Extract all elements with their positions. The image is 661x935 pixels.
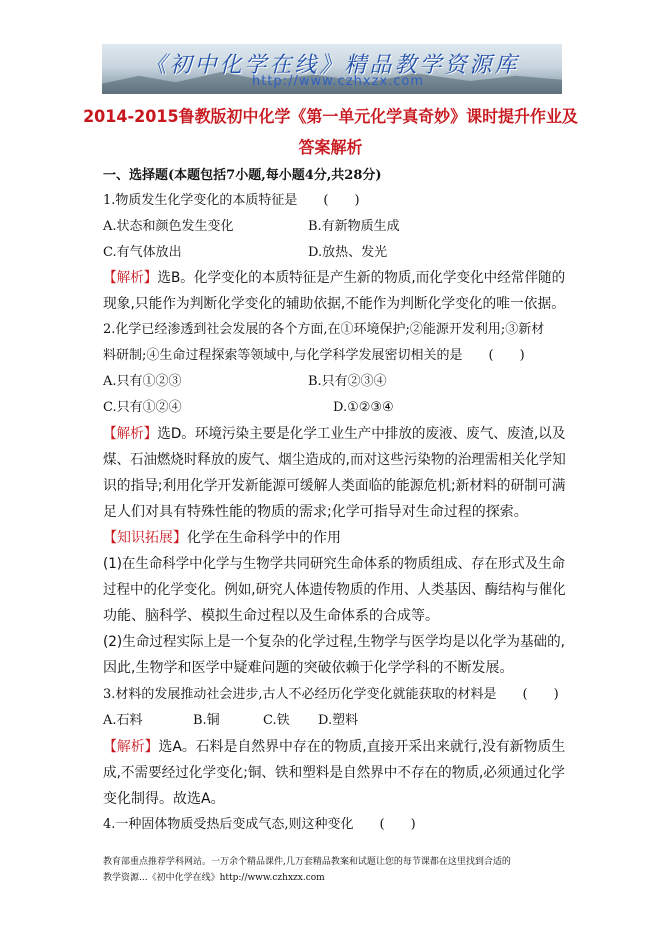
q1-analysis-line1: 【解析】选B。化学变化的本质特征是产生新的物质,而化学变化中经常伴随的 — [103, 270, 566, 286]
banner-title: 《初中化学在线》精品教学资源库 — [144, 53, 520, 78]
banner-url[interactable]: http://www.czhxzx.com — [252, 74, 424, 89]
q3-analysis-line1: 【解析】选A。石料是自然界中存在的物质,直接开采出来就行,没有新物质生 — [103, 739, 566, 755]
q2-option-a: A.只有①②③ — [103, 374, 182, 389]
footer-line1: 教育部重点推荐学科网站。一万余个精品课件,几万套精品教案和试题让您的每节课都在这里找到合适的 — [103, 857, 511, 867]
extension-p2-line2: 因此,生物学和医学中疑难问题的突破依赖于化学学科的不断发展。 — [103, 660, 514, 676]
extension-p1-line2: 过程中的化学变化。例如,研究人体遗传物质的作用、人类基因、酶结构与催化 — [103, 582, 566, 598]
q3-analysis-line2: 成,不需要经过化学变化;铜、铁和塑料是自然界中不存在的物质,必须通过化学 — [103, 765, 565, 781]
q1-option-b: B.有新物质生成 — [308, 219, 400, 234]
q2-analysis-line3: 识的指导;利用化学开发新能源可缓解人类面临的能源危机;新材料的研制可满 — [103, 478, 566, 494]
knowledge-extension-tag: 【知识拓展】 — [103, 530, 187, 546]
extension-p1-line1: (1)在生命科学中化学与生物学共同研究生命体系的物质组成、存在形式及生命 — [103, 556, 566, 572]
q1-option-d: D.放热、发光 — [308, 245, 388, 260]
section-heading: 一、选择题(本题包括7小题,每小题4分,共28分) — [103, 168, 382, 183]
q2-analysis-line2: 煤、石油燃烧时释放的废气、烟尘造成的,而对这些污染物的治理需相关化学知 — [103, 452, 566, 468]
q3-analysis-line3: 变化制得。故选A。 — [103, 791, 225, 807]
q2-analysis-line4: 足人们对具有特殊性能的物质的需求;化学可指导对生命过程的探索。 — [103, 504, 528, 520]
q1-analysis-line2: 现象,只能作为判断化学变化的辅助依据,不能作为判断化学变化的唯一依据。 — [103, 296, 565, 312]
page-footer — [103, 854, 573, 886]
q2-stem-line1: 2.化学已经渗透到社会发展的各个方面,在①环境保护;②能源开发利用;③新材 — [103, 322, 545, 337]
q4-stem: 4.一种固体物质受热后变成气态,则这种变化 ( ) — [103, 817, 416, 832]
q2-option-c: C.只有①②④ — [103, 400, 182, 415]
document-title-line1: 2014-2015鲁教版初中化学《第一单元化学真奇妙》课时提升作业及 — [83, 107, 578, 126]
q1-option-c: C.有气体放出 — [103, 245, 182, 260]
q2-stem-line2: 料研制;④生命过程探索等领域中,与化学科学发展密切相关的是 ( ) — [103, 348, 525, 363]
q2-analysis-line1: 【解析】选D。环境污染主要是化学工业生产中排放的废液、废气、废渣,以及 — [103, 426, 566, 442]
extension-p2-line1: (2)生命过程实际上是一个复杂的化学过程,生物学与医学均是以化学为基础的, — [103, 634, 565, 650]
header-banner — [102, 44, 562, 94]
analysis-tag: 【解析】 — [103, 739, 159, 755]
analysis-tag: 【解析】 — [103, 270, 158, 286]
q1-stem: 1.物质发生化学变化的本质特征是 ( ) — [103, 193, 360, 208]
q2-option-d: D.①②③④ — [333, 400, 394, 415]
footer-line2[interactable]: 教学资源...《初中化学在线》http://www.czhxzx.com — [103, 873, 325, 883]
q3-option-c: C.铁 — [263, 713, 290, 728]
q2-option-b: B.只有②③④ — [308, 374, 387, 389]
extension-p1-line3: 功能、脑科学、模拟生命过程以及生命体系的合成等。 — [103, 608, 439, 624]
q3-option-d: D.塑料 — [318, 713, 359, 728]
document-title-line2: 答案解析 — [298, 138, 363, 157]
q3-stem: 3.材料的发展推动社会进步,古人不必经历化学变化就能获取的材料是 ( ) — [103, 687, 559, 702]
q3-option-b: B.铜 — [193, 713, 220, 728]
knowledge-extension-heading: 【知识拓展】化学在生命科学中的作用 — [103, 530, 341, 546]
analysis-tag: 【解析】 — [103, 426, 158, 442]
q1-option-a: A.状态和颜色发生变化 — [103, 219, 234, 234]
q3-option-a: A.石料 — [103, 713, 143, 728]
